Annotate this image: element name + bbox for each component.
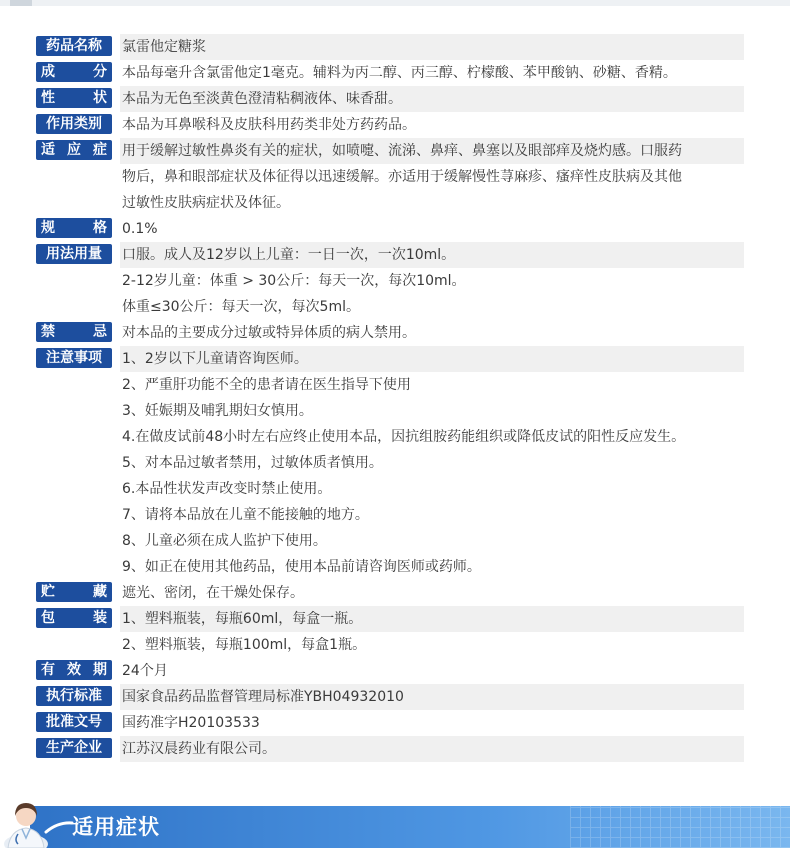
row-label [36,62,112,82]
row-content [120,710,744,736]
row-content [120,60,744,86]
row-content-line: 2、严重肝功能不全的患者请在医生指导下使用 [122,377,411,393]
row-content [120,34,744,60]
row-label-text: 规 [41,220,55,236]
row-content-line: 体重≤30公斤：每天一次，每次5ml。 [122,299,360,315]
row-label [36,218,112,238]
row-label-text: 格 [93,220,107,236]
info-row [36,112,744,138]
row-content-line: 6.本品性状发声改变时禁止使用。 [122,481,332,497]
row-label-text: 批准文号 [46,714,102,730]
row-label-text: 期 [93,662,107,678]
row-label [36,582,112,602]
info-row [36,242,744,320]
info-row [36,736,744,762]
row-content-line: 物后，鼻和眼部症状及体征得以迅速缓解。亦适用于缓解慢性荨麻疹、瘙痒性皮肤病及其他 [122,169,682,185]
row-label-text: 状 [93,90,107,106]
row-label [36,140,112,160]
row-content [120,112,744,138]
info-row [36,606,744,658]
row-content-line: 5、对本品过敏者禁用，过敏体质者慎用。 [122,455,383,471]
row-content-line: 江苏汉晨药业有限公司。 [120,736,744,762]
row-label-text: 症 [93,142,107,158]
row-content-line: 9、如正在使用其他药品，使用本品前请咨询医师或药师。 [122,559,481,575]
row-label-text: 禁 [41,324,55,340]
info-row [36,658,744,684]
row-label-text: 效 [67,662,81,678]
row-label-text: 性 [41,90,55,106]
row-content [120,138,744,216]
row-label-text: 贮 [41,584,55,600]
row-label [36,738,112,758]
row-content-line: 2-12岁儿童：体重 > 30公斤：每天一次，每次10ml。 [122,273,466,289]
row-label-text: 适 [41,142,55,158]
row-label [36,36,112,56]
row-content-line: 7、请将本品放在儿童不能接触的地方。 [122,507,369,523]
row-label-text: 包 [41,610,55,626]
info-row [36,34,744,60]
row-content [120,216,744,242]
row-content-line: 口服。成人及12岁以上儿童：一日一次，一次10ml。 [120,242,744,268]
drug-info-table [36,34,744,762]
row-label [36,686,112,706]
row-label-text: 注意事项 [46,350,102,366]
row-content-line: 用于缓解过敏性鼻炎有关的症状，如喷嚏、流涕、鼻痒、鼻塞以及眼部痒及烧灼感。口服药 [120,138,744,164]
row-content [120,684,744,710]
info-row [36,86,744,112]
row-content-line: 国家食品药品监督管理局标准YBH04932010 [120,684,744,710]
row-label-text: 有 [41,662,55,678]
row-content-line: 本品每毫升含氯雷他定1毫克。辅料为丙二醇、丙三醇、柠檬酸、苯甲酸钠、砂糖、香精。 [122,65,677,81]
row-content-line: 0.1% [122,221,158,237]
row-label-text: 忌 [93,324,107,340]
row-content-line: 对本品的主要成分过敏或特异体质的病人禁用。 [122,325,416,341]
row-content-line: 8、儿童必须在成人监护下使用。 [122,533,327,549]
row-label-text: 作用类别 [46,116,102,132]
row-content [120,736,744,762]
row-label-text: 藏 [93,584,107,600]
info-row [36,138,744,216]
swoosh-icon [44,820,74,834]
row-label [36,660,112,680]
row-content-line: 遮光、密闭，在干燥处保存。 [122,585,304,601]
row-content-line: 1、2岁以下儿童请咨询医师。 [120,346,744,372]
info-row [36,216,744,242]
row-label-text: 生产企业 [46,740,102,756]
info-row [36,346,744,580]
row-content [120,606,744,658]
row-label-text: 成 [41,64,55,80]
top-divider-tick [10,0,32,6]
row-label-text: 执行标准 [46,688,102,704]
row-content-line: 3、妊娠期及哺乳期妇女慎用。 [122,403,313,419]
row-content-line: 本品为无色至淡黄色澄清粘稠液体、味香甜。 [120,86,744,112]
info-row [36,60,744,86]
row-content-line: 4.在做皮试前48小时左右应终止使用本品，因抗组胺药能组织或降低皮试的阳性反应发生。 [122,429,686,445]
info-row [36,320,744,346]
row-content [120,346,744,580]
info-row [36,710,744,736]
row-content-line: 2、塑料瓶装，每瓶100ml，每盒1瓶。 [122,637,367,653]
row-label [36,608,112,628]
info-row [36,580,744,606]
row-content [120,658,744,684]
top-divider [0,0,790,6]
row-label-text: 装 [93,610,107,626]
row-content-line: 1、塑料瓶装，每瓶60ml，每盒一瓶。 [120,606,744,632]
row-label-text: 分 [93,64,107,80]
info-row [36,684,744,710]
row-content [120,242,744,320]
row-label [36,114,112,134]
row-content-line: 24个月 [122,663,168,679]
row-label-text: 应 [67,142,81,158]
row-label [36,322,112,342]
banner-title: 适用症状 [72,815,160,839]
row-content [120,580,744,606]
row-content-line: 过敏性皮肤病症状及体征。 [122,195,290,211]
row-content-line: 国药准字H20103533 [122,715,260,731]
row-label-text: 药品名称 [46,38,102,54]
row-label-text: 用法用量 [46,246,102,262]
row-label [36,348,112,368]
section-banner [0,796,790,848]
row-content-line: 本品为耳鼻喉科及皮肤科用药类非处方药药品。 [122,117,416,133]
row-label [36,712,112,732]
row-label [36,88,112,108]
row-label [36,244,112,264]
row-content [120,320,744,346]
row-content-line: 氯雷他定糖浆 [120,34,744,60]
row-content [120,86,744,112]
